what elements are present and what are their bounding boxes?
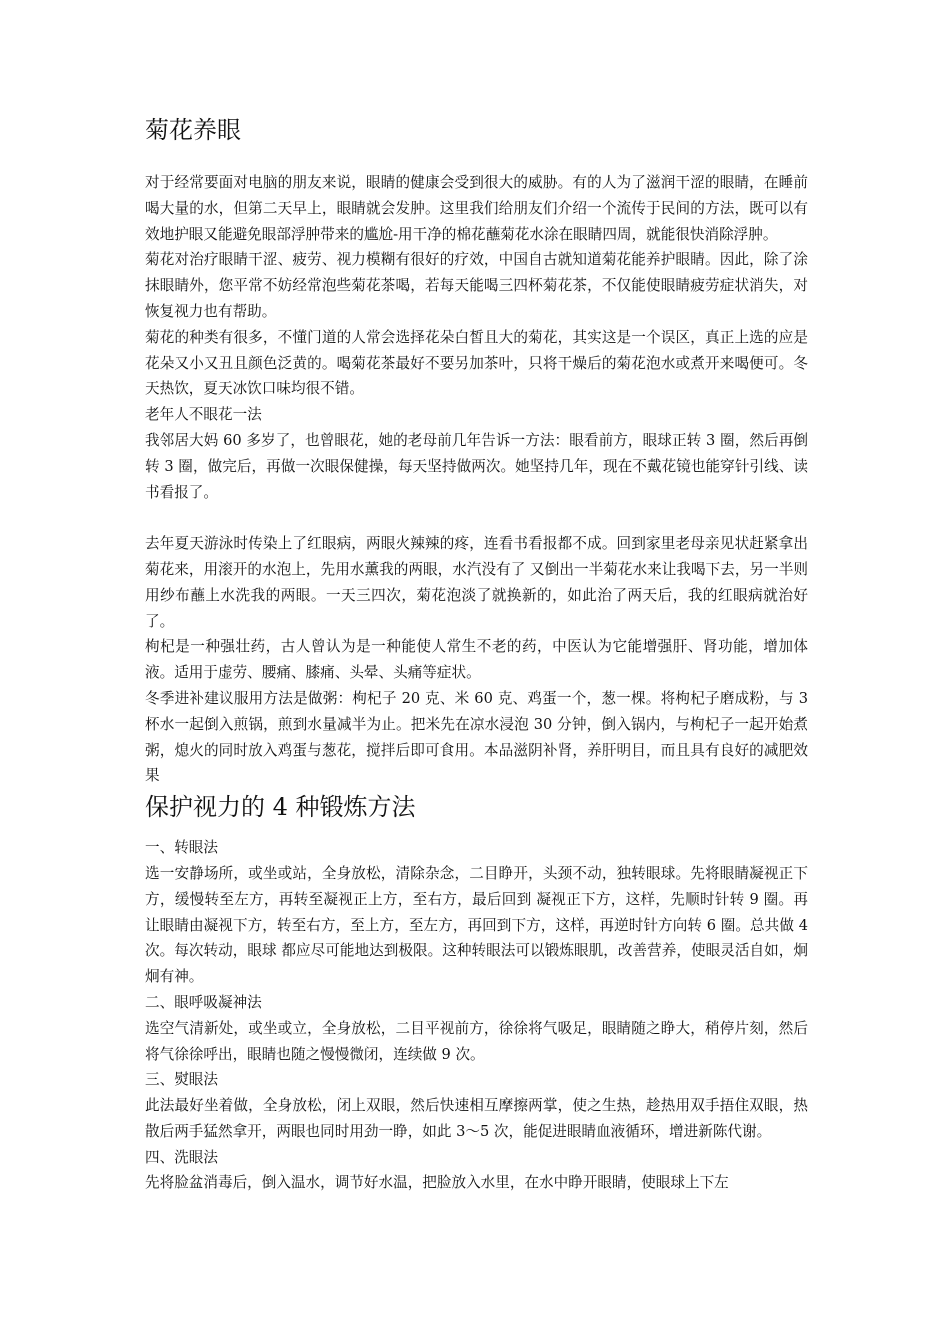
subheading: 四、洗眼法 — [145, 1148, 218, 1166]
section-title: 保护视力的 4 种锻炼方法 — [145, 793, 416, 822]
paragraph: 选空气清新处，或坐或立，全身放松，二目平视前方，徐徐将气吸足，眼睛随之睁大，稍停片刻，然后将气徐徐呼出，眼睛也随之慢慢微闭，连续做 9 次。 — [145, 1019, 808, 1063]
paragraph: 枸杞是一种强壮药，古人曾认为是一种能使人常生不老的药，中医认为它能增强肝、肾功能，增加体液。适用于虚劳、腰痛、膝痛、头晕、头痛等症状。 — [145, 638, 808, 682]
subheading: 二、眼呼吸凝神法 — [145, 993, 262, 1011]
subheading: 老年人不眼花一法 — [145, 406, 262, 424]
document-page — [145, 112, 808, 1196]
paragraph: 先将脸盆消毒后，倒入温水，调节好水温，把脸放入水里，在水中睁开眼睛，使眼球上下左 — [145, 1174, 729, 1192]
subheading: 一、转眼法 — [145, 839, 218, 857]
section-title: 菊花养眼 — [145, 116, 241, 144]
paragraph: 选一安静场所，或坐或站，全身放松，清除杂念，二目睁开，头颈不动，独转眼球。先将眼睛凝视正下方，缓慢转至左方，再转至凝视正上方，至右方，最后回到 凝视正下方，这样，先顺时针转 9 圈。再让眼睛由凝视下方，转至右方，至上方，至左方，再回到下方，这样，再逆时针方向转 6 圈。总共做 4 次。每次转动，眼球 都应尽可能地达到极限。这种转眼法可以锻炼眼肌，改善营养，使眼灵活自如，炯炯有神。 — [145, 864, 808, 986]
paragraph: 对于经常要面对电脑的朋友来说，眼睛的健康会受到很大的威胁。有的人为了滋润干涩的眼睛，在睡前喝大量的水，但第二天早上，眼睛就会发肿。这里我们给朋友们介绍一个流传于民间的方法，既可以有效地护眼又能避免眼部浮肿带来的尴尬-用干净的棉花蘸菊花水涂在眼睛四周，就能很快消除浮肿。 — [145, 174, 808, 243]
blank-line — [145, 505, 808, 531]
paragraph: 冬季进补建议服用方法是做粥：枸杞子 20 克、米 60 克、鸡蛋一个，葱一棵。将枸杞子磨成粉，与 3 杯水一起倒入煎锅，煎到水量减半为止。把米先在凉水浸泡 30 分钟，倒入锅内，与枸杞子一起开始煮粥，熄火的同时放入鸡蛋与葱花，搅拌后即可食用。本品滋阴补肾，养肝明目，而且具有良好的减肥效果 — [145, 689, 808, 785]
paragraph: 菊花的种类有很多，不懂门道的人常会选择花朵白皙且大的菊花，其实这是一个误区，真正上选的应是花朵又小又丑且颜色泛黄的。喝菊花茶最好不要另加茶叶，只将干燥后的菊花泡水或煮开来喝便可。冬天热饮，夏天冰饮口味均很不错。 — [145, 328, 808, 398]
paragraph: 此法最好坐着做，全身放松，闭上双眼，然后快速相互摩擦两掌，使之生热，趁热用双手捂住双眼，热散后两手猛然拿开，两眼也同时用劲一睁，如此 3～5 次，能促进眼睛血液循环，增进新陈代谢。 — [145, 1097, 808, 1140]
subheading: 三、熨眼法 — [145, 1071, 218, 1089]
paragraph: 菊花对治疗眼睛干涩、疲劳、视力模糊有很好的疗效，中国自古就知道菊花能养护眼睛。因此，除了涂抹眼睛外，您平常不妨经常泡些菊花茶喝，若每天能喝三四杯菊花茶，不仅能使眼睛疲劳症状消失，对恢复视力也有帮助。 — [145, 251, 808, 320]
paragraph: 我邻居大妈 60 多岁了，也曾眼花，她的老母前几年告诉一方法：眼看前方，眼球正转 3 圈，然后再倒转 3 圈，做完后，再做一次眼保健操，每天坚持做两次。她坚持几年，现在不戴花镜也能穿针引线、读书看报了。 — [145, 431, 808, 501]
paragraph: 去年夏天游泳时传染上了红眼病，两眼火辣辣的疼，连看书看报都不成。回到家里老母亲见状赶紧拿出菊花来，用滚开的水泡上，先用水薰我的两眼，水汽没有了 又倒出一半菊花水来让我喝下去，另一半则用纱布蘸上水洗我的两眼。一天三四次，菊花泡淡了就换新的，如此治了两天后，我的红眼病就治好了。 — [145, 535, 808, 630]
